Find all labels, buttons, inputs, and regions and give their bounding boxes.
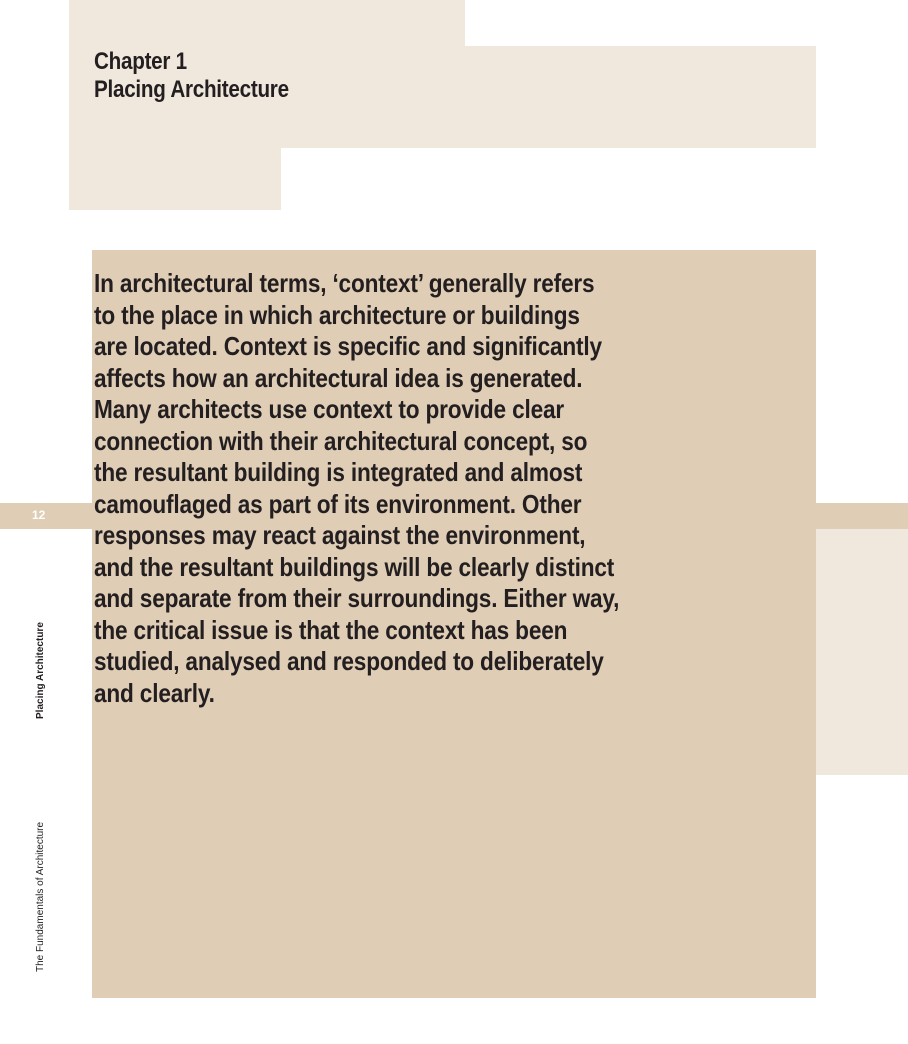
running-section-title: Placing Architecture [35,622,46,719]
chapter-title: Placing Architecture [94,76,289,103]
right-margin-block [816,529,908,775]
running-book-title: The Fundamentals of Architecture [35,821,46,972]
chapter-heading [94,48,289,104]
header-background-bottom [69,148,281,210]
left-margin-band [0,503,92,529]
page-number: 12 [32,508,46,522]
intro-paragraph: In architectural terms, ‘context’ generally refers to the place in which architecture or buildings are located. Context is specific and significantly affects how an architectural idea is generated. Many architects use context to provide clear connection with their architectural concept, so the resultant building is integrated and almost camouflaged as part of its environment. Other responses may react against the environment, and the resultant buildings will be clearly distinct and separate from their surroundings. Either way, the critical issue is that the context has been studied, analysed and responded to deliberately and clearly. [94,268,620,708]
right-margin-band [816,503,908,529]
chapter-number: Chapter 1 [94,48,187,75]
header-background-top [69,0,465,46]
